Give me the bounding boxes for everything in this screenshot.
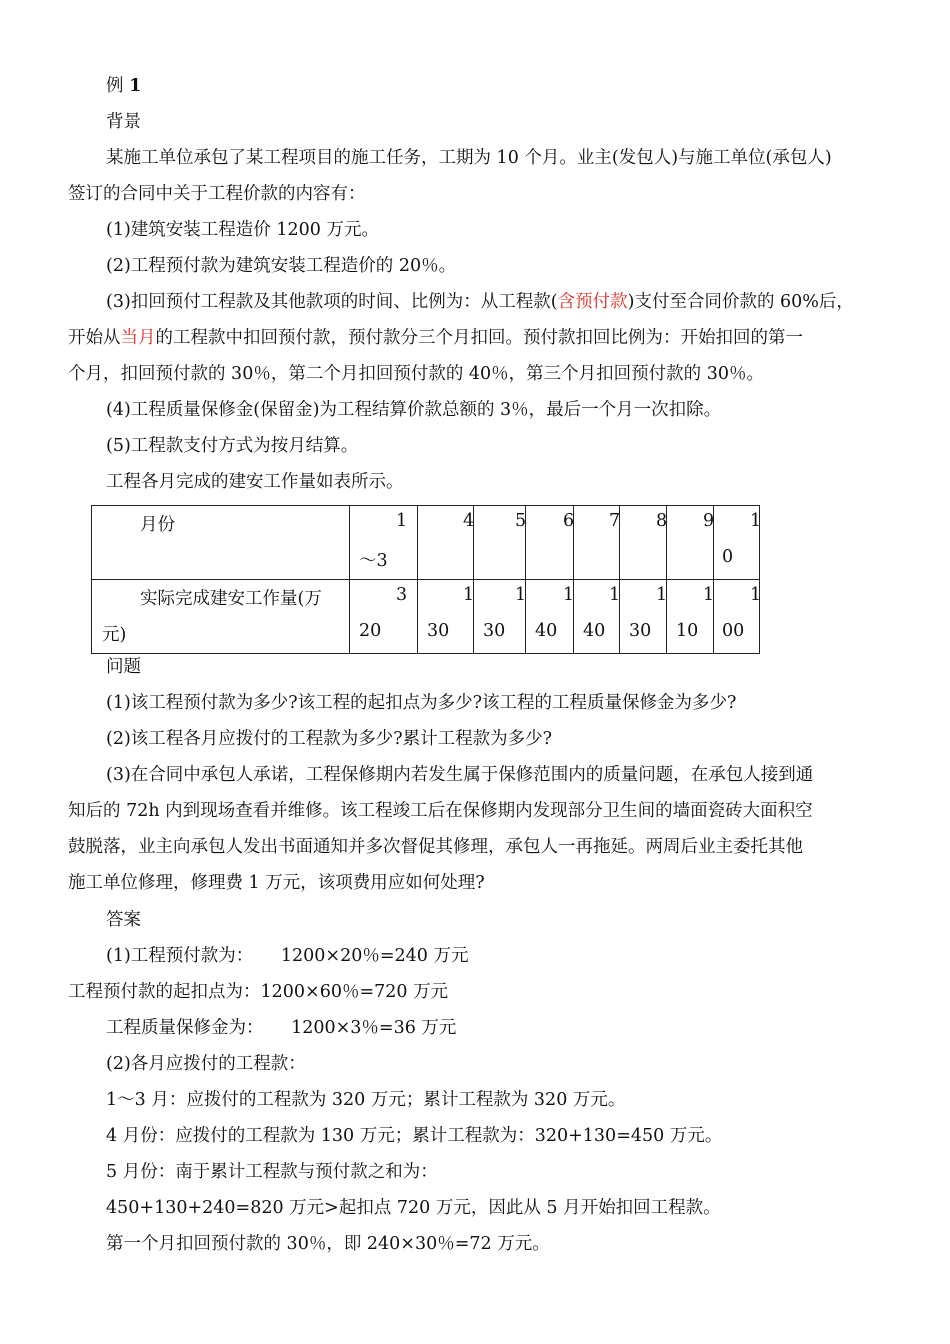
term-3-text-d: 的工程款中扣回预付款，预付款分三个月扣回。预付款扣回比例为：开始扣回的第一 (155, 328, 803, 348)
background-heading: 背景 (106, 112, 141, 132)
question-3-line-1: (3)在合同中承包人承诺，工程保修期内若发生属于保修范围内的质量问题，在承包人接到通 (106, 765, 814, 785)
term-4: (4)工程质量保修金(保留金)为工程结算价款总额的 3％，最后一个月一次扣除。 (106, 400, 722, 420)
month-cell (620, 506, 667, 580)
term-1: (1)建筑安装工程造价 1200 万元。 (106, 220, 379, 240)
answer-1-retention-formula: 1200×3％=36 万元 (291, 1018, 457, 1038)
month-cell (667, 506, 714, 580)
workload-value-bottom: 00 (722, 621, 745, 641)
workload-cell (418, 580, 474, 654)
workload-value-bottom: 20 (359, 621, 382, 641)
example-title-number: 1 (129, 76, 142, 96)
answer-1-retention (106, 1017, 456, 1039)
answer-1-label: (1)工程预付款为： (106, 946, 254, 966)
workload-cell (526, 580, 574, 654)
intro-line-1: 某施工单位承包了某工程项目的施工任务，工期为 10 个月。业主(发包人)与施工单位(承包人) (106, 148, 832, 168)
workload-value-bottom: 10 (676, 621, 699, 641)
workload-cell (574, 580, 620, 654)
term-3-line-2 (68, 327, 803, 349)
example-title (106, 75, 141, 97)
workload-label-cell (92, 580, 350, 654)
term-3-line-1 (106, 291, 854, 313)
answer-1-retention-label: 工程质量保修金为： (106, 1018, 264, 1038)
term-3-text-b: )支付至合同价款的 60%后， (627, 292, 854, 312)
questions-heading: 问题 (106, 657, 141, 677)
term-2: (2)工程预付款为建筑安装工程造价的 20％。 (106, 256, 457, 276)
workload-table (91, 505, 760, 654)
workload-value-top: 1 (515, 585, 527, 605)
workload-cell (474, 580, 526, 654)
answer-2-month-4: 4 月份：应拨付的工程款为 130 万元；累计工程款为：320+130=450 万元。 (106, 1126, 723, 1146)
term-3-highlight-month: 当月 (120, 328, 156, 348)
workload-label-line-1: 实际完成建安工作量(万 (140, 589, 322, 609)
term-5: (5)工程款支付方式为按月结算。 (106, 436, 359, 456)
example-title-prefix: 例 (106, 76, 124, 96)
workload-value-top: 1 (609, 585, 621, 605)
month-value-top: 7 (609, 511, 621, 531)
workload-value-top: 1 (750, 585, 762, 605)
month-cell (474, 506, 526, 580)
workload-label-line-2: 元) (102, 625, 127, 645)
question-2: (2)该工程各月应拨付的工程款为多少?累计工程款为多少? (106, 729, 553, 749)
workload-value-bottom: 40 (583, 621, 606, 641)
table-intro: 工程各月完成的建安工作量如表所示。 (106, 472, 404, 492)
answer-1-prepayment (106, 945, 468, 967)
month-value-top: 1 (396, 511, 408, 531)
answer-2-first-deduction: 第一个月扣回预付款的 30％，即 240×30％=72 万元。 (106, 1234, 550, 1254)
answer-2-heading: (2)各月应拨付的工程款： (106, 1054, 306, 1074)
intro-line-2: 签订的合同中关于工程价款的内容有： (68, 184, 366, 204)
month-value-bottom: 0 (722, 547, 734, 567)
workload-value-top: 1 (703, 585, 715, 605)
answer-2-month-5-calc: 450+130+240=820 万元>起扣点 720 万元，因此从 5 月开始扣回工程款。 (106, 1198, 721, 1218)
month-cell (714, 506, 760, 580)
table-row-workload (92, 580, 760, 654)
answer-heading: 答案 (106, 910, 141, 930)
month-header-label: 月份 (140, 515, 175, 535)
month-cell (574, 506, 620, 580)
workload-cell (350, 580, 418, 654)
question-3-line-4: 施工单位修理，修理费 1 万元，该项费用应如何处理? (68, 873, 485, 893)
workload-cell (620, 580, 667, 654)
term-3-highlight-prepayment: 含预付款 (557, 292, 628, 312)
table-row-months (92, 506, 760, 580)
workload-value-top: 1 (463, 585, 475, 605)
workload-value-bottom: 40 (535, 621, 558, 641)
month-value-bottom: ～3 (359, 551, 388, 571)
answer-1-deduction-point: 工程预付款的起扣点为：1200×60％=720 万元 (68, 982, 449, 1002)
workload-value-bottom: 30 (427, 621, 450, 641)
month-value-top: 4 (463, 511, 475, 531)
month-cell (350, 506, 418, 580)
month-cell (526, 506, 574, 580)
month-value-top: 1 (750, 511, 762, 531)
workload-cell (667, 580, 714, 654)
month-value-top: 6 (563, 511, 575, 531)
question-3-line-3: 鼓脱落，业主向承包人发出书面通知并多次督促其修理，承包人一再拖延。两周后业主委托其他 (68, 837, 803, 857)
term-3-line-3: 个月，扣回预付款的 30％，第二个月扣回预付款的 40％，第三个月扣回预付款的 30％。 (68, 364, 764, 384)
answer-1-formula: 1200×20％=240 万元 (280, 946, 469, 966)
month-cell (418, 506, 474, 580)
month-value-top: 8 (656, 511, 668, 531)
workload-cell (714, 580, 760, 654)
workload-value-bottom: 30 (629, 621, 652, 641)
month-value-top: 5 (515, 511, 527, 531)
month-value-top: 9 (703, 511, 715, 531)
question-1: (1)该工程预付款为多少?该工程的起扣点为多少?该工程的工程质量保修金为多少? (106, 693, 737, 713)
workload-value-top: 1 (656, 585, 668, 605)
workload-value-top: 1 (563, 585, 575, 605)
table-header-cell (92, 506, 350, 580)
question-3-line-2: 知后的 72h 内到现场查看并维修。该工程竣工后在保修期内发现部分卫生间的墙面瓷砖大面积空 (68, 801, 813, 821)
workload-value-top: 3 (396, 585, 408, 605)
answer-2-month-5: 5 月份：南于累计工程款与预付款之和为： (106, 1162, 438, 1182)
answer-2-month-1-3: 1～3 月：应拨付的工程款为 320 万元；累计工程款为 320 万元。 (106, 1090, 626, 1110)
workload-value-bottom: 30 (483, 621, 506, 641)
term-3-text-c: 开始从 (68, 328, 121, 348)
term-3-text-a: (3)扣回预付工程款及其他款项的时间、比例为：从工程款( (106, 292, 558, 312)
